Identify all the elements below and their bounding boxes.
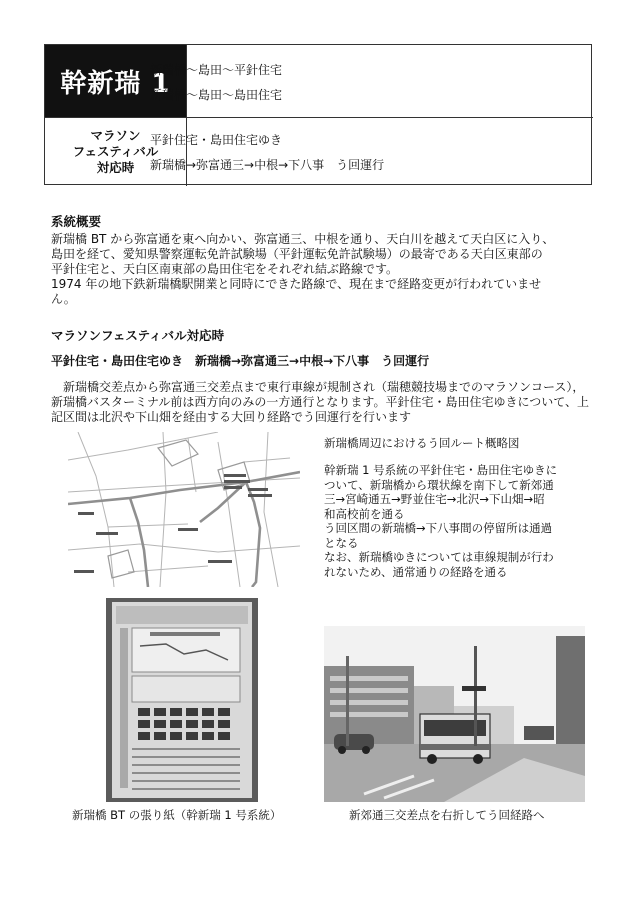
intersection-photo xyxy=(324,626,585,802)
map-note-line: 三→宮崎通五→野並住宅→北沢→下山畑→昭 xyxy=(324,492,545,506)
overview-line: 島田を経て、愛知県警察運転免許試験場（平針運転免許試験場）の最寄である天白区東部の xyxy=(51,247,543,261)
route-title: 幹新瑞 1 xyxy=(45,45,186,117)
marathon-label-line-3: 対応時 xyxy=(96,160,135,175)
map-note-line: れないため、通常通りの経路を通る xyxy=(324,564,508,579)
marathon-route-line-1: 平針住宅・島田住宅ゆき xyxy=(150,133,283,147)
marathon-paragraph: 新瑞橋交差点から弥富通三交差点まで東行車線が規制され（瑞穂競技場までのマラソンコース），新瑞橋バスターミナル前は西方向のみの一方通行となります。平針住宅・島田住宅ゆきについて、上記区間は北沢や下山畑を経由する大回り経路でう回運行を行います xyxy=(51,380,589,424)
marathon-route-line-2: 新瑞橋→弥富通三→中根→下八事 う回運行 xyxy=(150,158,385,172)
notice-photo xyxy=(106,598,258,802)
caption-notice-photo: 新瑞橋 BT の張り紙（幹新瑞 1 号系統） xyxy=(72,808,282,822)
map-note-line: となる xyxy=(324,535,359,550)
building-right xyxy=(556,636,585,756)
overview-heading: 系統概要 xyxy=(51,214,102,229)
overview-line: 新瑞橋 BT から弥富通を東へ向かい、弥富通三、中根を通り、天白川を越えて天白区に入り、 xyxy=(51,232,555,246)
marathon-label xyxy=(45,119,186,185)
marathon-label-line-2: フェスティバル xyxy=(72,144,159,159)
map-note-line: う回区間の新瑞橋→下八事間の停留所は通過 xyxy=(324,521,553,535)
overview-line: 平針住宅と、天白区南東部の島田住宅をそれぞれ結ぶ路線です。 xyxy=(51,262,399,276)
marathon-label-line-1: マラソン xyxy=(90,128,141,143)
map-background xyxy=(68,432,300,587)
caption-intersection-photo: 新郊通三交差点を右折してう回経路へ xyxy=(349,808,545,822)
route-line-2: 新瑞橋～島田～島田住宅 xyxy=(150,88,283,102)
overview-line: 1974 年の地下鉄新瑞橋駅開業と同時にできた路線で、現在まで経路変更が行われていませ xyxy=(51,277,542,291)
marathon-subheading: 平針住宅・島田住宅ゆき 新瑞橋→弥富通三→中根→下八事 う回運行 xyxy=(51,354,430,368)
route-line-1: 新瑞橋～島田～平針住宅 xyxy=(150,63,283,77)
map-note-title: 新瑞橋周辺におけるう回ルート概略図 xyxy=(324,436,520,450)
overview-line: ん。 xyxy=(51,292,76,306)
map-note-line: なお、新瑞橋ゆきについては車線規制が行わ xyxy=(324,550,554,564)
traffic-pole xyxy=(474,646,477,746)
map-note-line: 和高校前を通る xyxy=(324,506,405,521)
header-divider-horizontal xyxy=(45,117,593,118)
marathon-heading: マラソンフェスティバル対応時 xyxy=(51,328,225,343)
map-note-line: ついて、新瑞橋から環状線を南下して新郊通 xyxy=(324,477,554,492)
detour-route-map xyxy=(68,432,300,587)
map-note-line: 幹新瑞 1 号系統の平針住宅・島田住宅ゆきに xyxy=(324,463,558,477)
